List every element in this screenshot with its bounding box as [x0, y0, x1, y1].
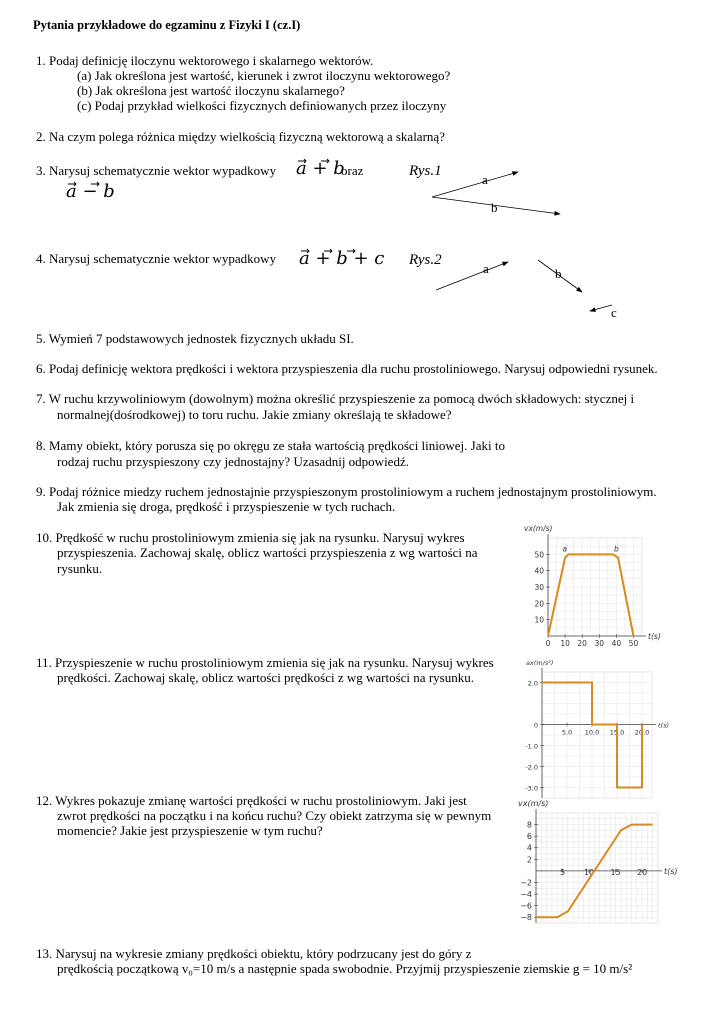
vector-b2-label: b — [555, 266, 562, 281]
point-label-b: b — [613, 544, 619, 554]
x-tick-label: 0 — [545, 639, 551, 648]
question-11-line1: 11. Przyspieszenie w ruchu prostoliniowym zmienia się jak na rysunku. Narysuj wykres — [36, 655, 494, 670]
question-1c: (c) Podaj przykład wielkości fizycznych definiowanych przez iloczyny — [77, 98, 447, 113]
vector-c2-arrow — [590, 305, 612, 311]
question-9-line1: 9. Podaj różnice miedzy ruchem jednostajnie przyspieszonym prostoliniowym a ruchem jednostajnym prostoliniowym. — [36, 484, 657, 499]
y-tick-label: 2 — [526, 855, 532, 865]
question-3: 3. Narysuj schematycznie wektor wypadkowy — [36, 163, 277, 178]
y-tick-label: 2.0 — [527, 679, 538, 688]
question-1: 1. Podaj definicję iloczynu wektorowego i skalarnego wektorów. — [36, 53, 374, 68]
x-axis-label: t(s) — [664, 866, 678, 876]
vector-expression-difference: a − b — [66, 181, 115, 202]
vector-a2-label: a — [483, 261, 489, 276]
page-title: Pytania przykładowe do egzaminu z Fizyki I (cz.I) — [33, 18, 301, 32]
question-12-line1: 12. Wykres pokazuje zmianę wartości prędkości w ruchu prostoliniowym. Jaki jest — [36, 793, 467, 808]
x-tick-label: 30 — [594, 639, 605, 648]
x-tick-label: 40 — [611, 639, 622, 648]
y-tick-label: −6 — [520, 901, 532, 911]
question-9-line2: Jak zmienia się droga, prędkość i przyspieszenie w tych ruchach. — [57, 499, 396, 514]
question-13-line1: 13. Narysuj na wykresie zmiany prędkości obiektu, który podrzucany jest do góry z — [36, 946, 472, 961]
figure-rys1-vectors — [420, 160, 580, 220]
question-10-line3: rysunku. — [57, 561, 103, 576]
y-tick-label: 10 — [534, 615, 544, 625]
y-tick-label: -3.0 — [525, 784, 538, 793]
x-tick-label: 5.0 — [561, 728, 573, 737]
figure-label-rys1: Rys.1 — [409, 163, 442, 179]
y-axis-label: vx(m/s) — [524, 524, 553, 533]
question-7-line2: normalnej(dośrodkowej) to toru ruchu. Jakie zmiany określają te składowe? — [57, 407, 452, 422]
question-1a: (a) Jak określona jest wartość, kierunek i zwrot iloczynu wektorowego? — [77, 68, 451, 83]
y-tick-label: 4 — [526, 843, 532, 853]
x-tick-label: 20 — [636, 867, 648, 877]
y-tick-label: -2.0 — [525, 763, 538, 772]
vector-b-label: b — [491, 200, 498, 215]
question-10-line2: przyspieszenia. Zachowaj skalę, oblicz wartości przyspieszenia z wg wartości na — [57, 545, 478, 560]
question-13-line2: prędkością początkową v₀=10 m/s a następnie spada swobodnie. Przyjmij przyspieszenie ziemskie g = 10 m/s² — [57, 961, 633, 976]
figure-rys2-vectors — [430, 250, 630, 330]
question-8-line1: 8. Mamy obiekt, który porusza się po okręgu ze stała wartością prędkości liniowej. Jaki to — [36, 438, 505, 453]
y-tick-label: -1.0 — [525, 742, 538, 751]
vector-a2-arrow — [436, 262, 508, 290]
y-tick-label: −2 — [520, 878, 532, 888]
y-tick-label: 8 — [526, 820, 532, 830]
figure-label-rys2: Rys.2 — [409, 252, 442, 268]
x-tick-label: 10.0 — [584, 728, 600, 737]
point-label-a: a — [562, 544, 568, 554]
question-10-line1: 10. Prędkość w ruchu prostoliniowym zmienia się jak na rysunku. Narysuj wykres — [36, 530, 465, 545]
question-8-line2: rodzaj ruchu przyspieszony czy jednostajny? Uzasadnij odpowiedź. — [57, 454, 409, 469]
x-tick-label: 10 — [583, 867, 595, 877]
x-tick-label: 20.0 — [634, 728, 650, 737]
y-tick-label: −4 — [520, 890, 532, 900]
vector-c2-label: c — [611, 305, 617, 320]
x-tick-label: 10 — [560, 639, 570, 648]
vector-a-arrow — [432, 172, 518, 197]
y-tick-label: 30 — [534, 583, 544, 592]
vector-expression-triple-sum: a + b + c — [299, 248, 385, 269]
x-tick-label: 15.0 — [609, 728, 625, 737]
question-5: 5. Wymień 7 podstawowych jednostek fizycznych układu SI. — [36, 331, 354, 346]
x-axis-label: t(s) — [648, 632, 661, 641]
chart-acceleration-q11 — [512, 658, 670, 803]
y-tick-label: 20 — [534, 599, 544, 609]
question-11-line2: prędkości. Zachowaj skalę, oblicz wartości prędkości z wg wartości na rysunku. — [57, 670, 474, 685]
chart-velocity-q10 — [512, 520, 672, 650]
y-axis-label: vx(m/s) — [518, 799, 549, 808]
question-4: 4. Narysuj schematycznie wektor wypadkowy — [36, 251, 277, 266]
vector-expression-sum: a + b — [296, 158, 345, 179]
y-tick-label: 6 — [526, 832, 532, 842]
oraz-label: oraz — [341, 163, 364, 178]
x-tick-label: 15 — [610, 867, 621, 877]
x-axis-label: t(s) — [658, 721, 670, 730]
y-tick-label: −8 — [520, 913, 532, 923]
y-tick-label: 40 — [534, 566, 544, 576]
x-tick-label: 50 — [628, 639, 639, 648]
chart-velocity-q12 — [512, 799, 678, 931]
y-axis-label: ax(m/s²) — [526, 659, 554, 667]
question-6: 6. Podaj definicję wektora prędkości i wektora przyspieszenia dla ruchu prostoliniowego. Narysuj odpowiedni rysunek. — [36, 361, 658, 376]
x-tick-label: 20 — [577, 639, 587, 648]
question-7-line1: 7. W ruchu krzywoliniowym (dowolnym) można określić przyspieszenie za pomocą dwóch składowych: stycznej i — [36, 391, 635, 406]
vector-a-label: a — [482, 172, 488, 187]
question-12-line3: momencie? Jakie jest przyspieszenie w tym ruchu? — [57, 823, 323, 838]
y-tick-label: 0 — [533, 721, 538, 730]
question-12-line2: zwrot prędkości na początku i na końcu ruchu? Czy obiekt zatrzyma się w pewnym — [57, 808, 492, 823]
question-2: 2. Na czym polega różnica między wielkością fizyczną wektorową a skalarną? — [36, 129, 445, 144]
y-tick-label: 50 — [534, 550, 544, 560]
question-1b: (b) Jak określona jest wartość iloczynu skalarnego? — [77, 83, 345, 98]
x-tick-label: 5 — [559, 867, 566, 877]
